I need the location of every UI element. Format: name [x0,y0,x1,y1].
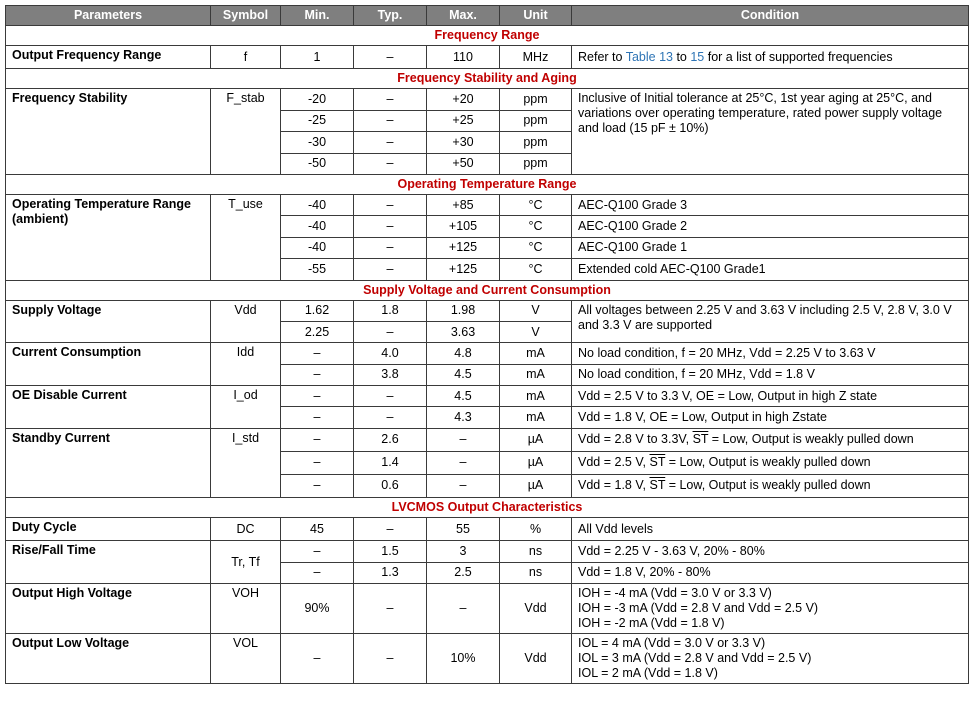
section-row [6,174,969,194]
min-cell: – [281,407,354,428]
condition-text: Refer to [578,49,626,64]
min-cell: – [281,474,354,497]
st-signal-label: $\overline{ST}$ [692,432,709,447]
symbol-cell: VOH [211,584,281,634]
symbol-cell: VOL [211,634,281,684]
typ-cell: 1.4 [354,451,427,474]
min-cell: -30 [281,132,354,153]
max-cell: 4.3 [427,407,500,428]
unit-cell: Vdd [500,584,572,634]
condition-cell: AEC-Q100 Grade 3 [572,194,969,215]
min-cell: 1.62 [281,300,354,321]
table-row [6,386,969,407]
condition-text: = Low, Output is weakly pulled down [708,432,914,447]
min-cell: 90% [281,584,354,634]
typ-cell: – [354,407,427,428]
max-cell: 1.98 [427,300,500,321]
symbol-cell: I_od [211,386,281,429]
typ-cell: 1.5 [354,541,427,562]
symbol-cell: Tr, Tf [211,541,281,584]
min-cell: -40 [281,216,354,237]
min-cell: – [281,634,354,684]
header-row [6,6,969,26]
param-standby-current: Standby Current [6,428,211,497]
typ-cell: 3.8 [354,364,427,385]
condition-text: Vdd = 2.5 V, [578,455,650,470]
condition-line: IOH = -2 mA (Vdd = 1.8 V) [578,616,725,631]
typ-cell: – [354,46,427,69]
condition-cell [572,46,969,69]
max-cell: – [427,451,500,474]
symbol-cell: I_std [211,428,281,497]
spec-table-container [5,5,969,684]
table-row [6,343,969,364]
section-frequency-range: Frequency Range [6,26,969,46]
min-cell: – [281,428,354,451]
min-cell: – [281,451,354,474]
condition-cell: No load condition, f = 20 MHz, Vdd = 2.25 V to 3.63 V [572,343,969,364]
max-cell: +125 [427,259,500,280]
condition-cell: Extended cold AEC-Q100 Grade1 [572,259,969,280]
min-cell: 45 [281,517,354,540]
typ-cell: – [354,321,427,342]
unit-cell: Vdd [500,634,572,684]
max-cell: 10% [427,634,500,684]
st-signal-label: $\overline{ST}$ [649,478,666,493]
unit-cell: mA [500,386,572,407]
typ-cell: 1.3 [354,562,427,583]
condition-cell: Vdd = 2.25 V - 3.63 V, 20% - 80% [572,541,969,562]
max-cell: +50 [427,153,500,174]
typ-cell: – [354,110,427,131]
unit-cell: mA [500,364,572,385]
table-row [6,517,969,540]
unit-cell: ppm [500,132,572,153]
condition-line: IOL = 3 mA (Vdd = 2.8 V and Vdd = 2.5 V) [578,651,812,666]
typ-cell: 0.6 [354,474,427,497]
param-frequency-stability: Frequency Stability [6,89,211,175]
condition-text: for a list of supported frequencies [704,49,893,64]
symbol-cell: T_use [211,194,281,280]
header-condition: Condition [572,6,969,26]
section-row [6,280,969,300]
header-min: Min. [281,6,354,26]
typ-cell: – [354,259,427,280]
unit-cell: µA [500,428,572,451]
typ-cell: – [354,584,427,634]
section-lvcmos-output: LVCMOS Output Characteristics [6,497,969,517]
unit-cell: ppm [500,89,572,110]
typ-cell: – [354,386,427,407]
unit-cell: °C [500,259,572,280]
condition-text: = Low, Output is weakly pulled down [665,478,871,493]
min-cell: -40 [281,194,354,215]
condition-cell: Vdd = 1.8 V, OE = Low, Output in high Zstate [572,407,969,428]
min-cell: – [281,541,354,562]
param-rise-fall-time: Rise/Fall Time [6,541,211,584]
min-cell: -20 [281,89,354,110]
condition-text: = Low, Output is weakly pulled down [665,455,871,470]
max-cell: 4.5 [427,364,500,385]
typ-cell: – [354,89,427,110]
condition-text: Vdd = 1.8 V, [578,478,650,493]
table-row [6,300,969,321]
max-cell: +20 [427,89,500,110]
condition-cell: Vdd = 2.5 V to 3.3 V, OE = Low, Output in high Z state [572,386,969,407]
param-operating-temperature-range: Operating Temperature Range (ambient) [6,194,211,280]
header-parameters: Parameters [6,6,211,26]
param-output-low-voltage: Output Low Voltage [6,634,211,684]
min-cell: -25 [281,110,354,131]
max-cell: 3 [427,541,500,562]
min-cell: -55 [281,259,354,280]
min-cell: – [281,364,354,385]
max-cell: +105 [427,216,500,237]
condition-cell [572,451,969,474]
unit-cell: mA [500,407,572,428]
min-cell: – [281,562,354,583]
typ-cell: 4.0 [354,343,427,364]
section-row [6,26,969,46]
unit-cell: °C [500,237,572,258]
condition-text: Vdd = 2.8 V to 3.3V, [578,432,693,447]
condition-cell: AEC-Q100 Grade 1 [572,237,969,258]
condition-line: IOL = 2 mA (Vdd = 1.8 V) [578,666,718,681]
unit-cell: ns [500,541,572,562]
condition-line: IOH = -3 mA (Vdd = 2.8 V and Vdd = 2.5 V) [578,601,819,616]
typ-cell: – [354,153,427,174]
condition-cell: Inclusive of Initial tolerance at 25°C, 1st year aging at 25°C, and variations over operating temperature, rated power supply voltage and load (15 pF ± 10%) [572,89,969,175]
unit-cell: MHz [500,46,572,69]
table-row [6,428,969,451]
max-cell: +25 [427,110,500,131]
section-frequency-stability: Frequency Stability and Aging [6,69,969,89]
section-operating-temperature: Operating Temperature Range [6,174,969,194]
condition-cell: Vdd = 1.8 V, 20% - 80% [572,562,969,583]
param-current-consumption: Current Consumption [6,343,211,386]
symbol-cell: f [211,46,281,69]
max-cell: 2.5 [427,562,500,583]
unit-cell: V [500,300,572,321]
max-cell: +125 [427,237,500,258]
min-cell: 2.25 [281,321,354,342]
table-row [6,584,969,634]
min-cell: -50 [281,153,354,174]
symbol-cell: F_stab [211,89,281,175]
max-cell: 4.8 [427,343,500,364]
param-supply-voltage: Supply Voltage [6,300,211,343]
unit-cell: µA [500,451,572,474]
typ-cell: – [354,132,427,153]
header-typ: Typ. [354,6,427,26]
section-row [6,497,969,517]
max-cell: +30 [427,132,500,153]
max-cell: – [427,474,500,497]
table-row [6,541,969,562]
unit-cell: ns [500,562,572,583]
param-duty-cycle: Duty Cycle [6,517,211,540]
condition-cell: All Vdd levels [572,517,969,540]
condition-line: IOL = 4 mA (Vdd = 3.0 V or 3.3 V) [578,636,766,651]
symbol-cell: Idd [211,343,281,386]
typ-cell: 1.8 [354,300,427,321]
condition-cell [572,634,969,684]
condition-cell [572,584,969,634]
max-cell: – [427,584,500,634]
max-cell: +85 [427,194,500,215]
condition-text: to [672,49,691,64]
param-oe-disable-current: OE Disable Current [6,386,211,429]
min-cell: -40 [281,237,354,258]
typ-cell: 2.6 [354,428,427,451]
unit-cell: °C [500,194,572,215]
typ-cell: – [354,194,427,215]
min-cell: – [281,386,354,407]
condition-cell: No load condition, f = 20 MHz, Vdd = 1.8 V [572,364,969,385]
condition-cell [572,474,969,497]
table-row [6,194,969,215]
symbol-cell: Vdd [211,300,281,343]
unit-cell: % [500,517,572,540]
symbol-cell: DC [211,517,281,540]
param-output-frequency-range: Output Frequency Range [6,46,211,69]
table-row [6,46,969,69]
section-row [6,69,969,89]
max-cell: 110 [427,46,500,69]
unit-cell: mA [500,343,572,364]
condition-line: IOH = -4 mA (Vdd = 3.0 V or 3.3 V) [578,586,772,601]
max-cell: 55 [427,517,500,540]
electrical-specifications-table [5,5,969,684]
param-output-high-voltage: Output High Voltage [6,584,211,634]
header-unit: Unit [500,6,572,26]
section-supply-voltage: Supply Voltage and Current Consumption [6,280,969,300]
unit-cell: µA [500,474,572,497]
condition-cell [572,428,969,451]
typ-cell: – [354,517,427,540]
min-cell: 1 [281,46,354,69]
max-cell: – [427,428,500,451]
header-max: Max. [427,6,500,26]
typ-cell: – [354,216,427,237]
typ-cell: – [354,634,427,684]
typ-cell: – [354,237,427,258]
table-15-link[interactable]: 15 [690,49,705,64]
unit-cell: ppm [500,110,572,131]
max-cell: 3.63 [427,321,500,342]
table-row [6,634,969,684]
unit-cell: ppm [500,153,572,174]
st-signal-label: $\overline{ST}$ [649,455,666,470]
header-symbol: Symbol [211,6,281,26]
table-13-link[interactable]: Table 13 [625,49,673,64]
table-row [6,89,969,110]
unit-cell: °C [500,216,572,237]
min-cell: – [281,343,354,364]
condition-cell: AEC-Q100 Grade 2 [572,216,969,237]
condition-cell: All voltages between 2.25 V and 3.63 V including 2.5 V, 2.8 V, 3.0 V and 3.3 V are supported [572,300,969,343]
unit-cell: V [500,321,572,342]
max-cell: 4.5 [427,386,500,407]
